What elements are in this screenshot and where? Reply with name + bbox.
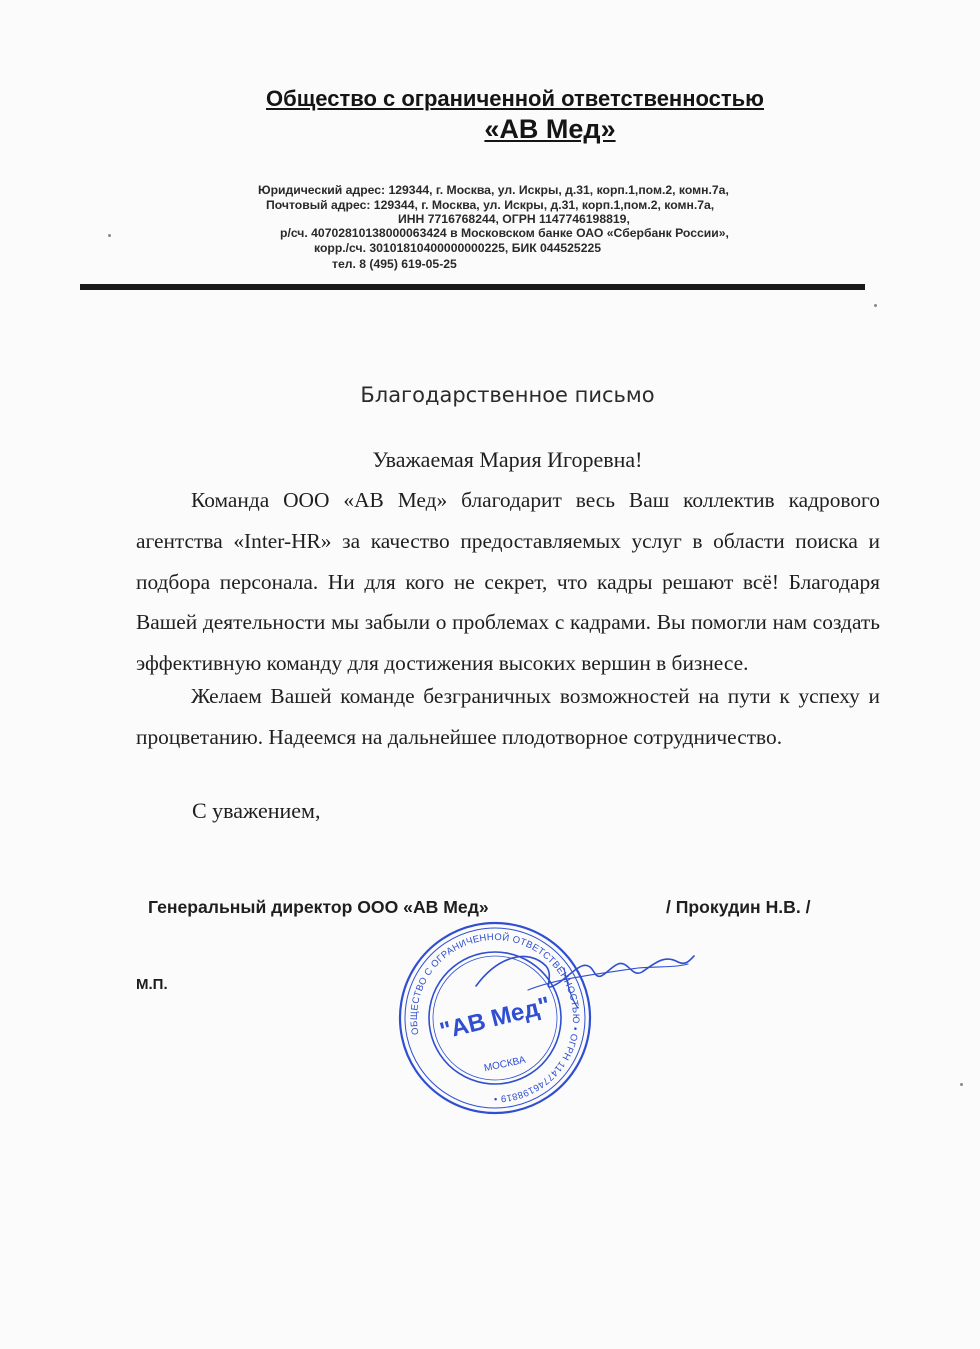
letter-paragraph-2: Желаем Вашей команде безграничных возможностей на пути к успеху и процветанию. Надеемся на дальнейшее плодотворное сотрудничество. [136,684,880,749]
seal-center-text: "АВ Мед" [437,991,554,1046]
scan-speck [874,304,877,307]
org-type: Общество с ограниченной ответственностью [266,86,764,111]
handwritten-signature-icon [468,938,698,1028]
seal-ring-text: ОБЩЕСТВО С ОГРАНИЧЕННОЙ ОТВЕТСТВЕННОСТЬЮ • ОГРН 1147746198819 • [408,931,582,1105]
letter-greeting: Уважаемая Мария Игоревна! [372,447,643,472]
signer-name: / Прокудин Н.В. / [666,897,811,917]
header-divider [80,284,865,290]
letter-paragraph-1: Команда ООО «АВ Мед» благодарит весь Ваш коллектив кадрового агентства «Inter-HR» за качество предоставляемых услуг в области поиска и подбора персонала. Ни для кого не секрет, что кадры решают всё! Благодаря Вашей деятельности мы забыли о проблемах с кадрами. Вы помогли нам создать эффективную команду для достижения высоких вершин в бизнесе. [136,488,880,676]
requisite-phone: тел. 8 (495) 619-05-25 [332,257,457,271]
requisite-legal-address: Юридический адрес: 129344, г. Москва, ул. Искры, д.31, корп.1,пом.2, комн.7а, [258,183,729,197]
requisite-postal-address: Почтовый адрес: 129344, г. Москва, ул. Искры, д.31, корп.1,пом.2, комн.7а, [266,198,715,212]
letter-title: Благодарственное письмо [360,383,655,407]
stamp-place-label: М.П. [136,976,168,993]
org-name: «АВ Мед» [484,114,616,144]
scan-speck [960,1083,963,1086]
requisite-account: р/сч. 40702810138000063424 в Московском банке ОАО «Сбербанк России», [280,226,729,240]
scan-speck [108,234,111,237]
requisite-inn-ogrn: ИНН 7716768244, ОГРН 1147746198819, [398,212,630,226]
letter-closing: С уважением, [192,798,321,823]
signer-position: Генеральный директор ООО «АВ Мед» [148,897,489,917]
requisite-corr-account: корр./сч. 30101810400000000225, БИК 044525225 [314,241,602,255]
seal-city-text: МОСКВА [483,1054,527,1075]
